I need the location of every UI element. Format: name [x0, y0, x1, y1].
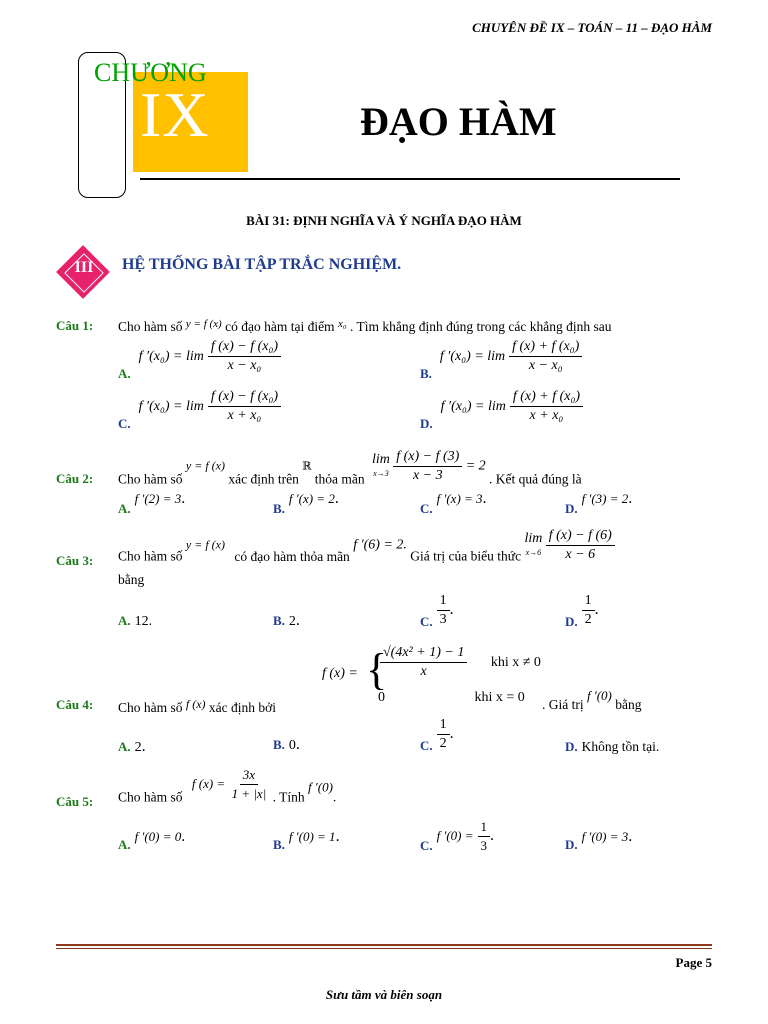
question-4-case-2: 0 khi x = 0	[378, 690, 525, 705]
chapter-title: ĐẠO HÀM	[360, 99, 557, 144]
question-1-option-c[interactable]: $_{C.}$ f ′(x₀) = lim $\frac{\text{f (x) − f (x₀)}}{\text{x + x₀}}$	[118, 388, 281, 425]
question-5-option-c[interactable]: $_{C.}$ f ′(0) = $\frac{1}{3}$ .	[420, 819, 495, 854]
question-4-case-1: $\frac{\text{√(4x² + 1) − 1}}{x}$ khi x ≠ 0	[380, 644, 541, 681]
question-4-stem-end: . Giá trị f ′(0) bằng	[542, 688, 642, 712]
question-5-label: Câu 5:	[56, 794, 94, 809]
question-4-label: Câu 4:	[56, 697, 94, 712]
question-3-option-c[interactable]: $_{C.}$ $\frac{1}{3}$ .	[420, 593, 454, 630]
page-number: Page 5	[675, 955, 712, 970]
question-1-option-b[interactable]: $_{B.}$ f ′(x₀) = lim $\frac{\text{f (x) + f (x₀)}}{\text{x − x₀}}$	[420, 338, 582, 375]
footer-rule-thin	[56, 948, 712, 949]
question-5-stem: Cho hàm số f (x) = $\frac{3x}{1 + |x|}$ . Tính f ′(0).	[118, 767, 337, 805]
chapter-word: CHƯƠNG	[94, 58, 207, 87]
chapter-number: IX	[140, 79, 210, 150]
question-1-label: Câu 1:	[56, 318, 94, 333]
question-4-stem: Cho hàm số f (x) xác định bởi	[118, 697, 277, 715]
question-4-option-b[interactable]: B. 0.	[273, 736, 300, 753]
question-2-stem: Cho hàm số y = f (x) xác định trên ℝ thỏa mãn lim x→3 $\frac{f (x) - f (3)}{x - 3}$ = 2 . Kết quả đúng là	[118, 449, 582, 487]
question-3-option-a[interactable]: A. 12.	[118, 613, 153, 629]
question-2-option-b[interactable]: $_{B.}$ f ′(x) = 2.	[273, 490, 339, 516]
question-4-fx: f (x) =	[322, 666, 358, 681]
footer-rule	[56, 944, 712, 946]
question-3-option-d[interactable]: $_{D.}$ $\frac{1}{2}$ .	[565, 593, 599, 630]
question-3-label: Câu 3:	[56, 553, 94, 568]
question-4-option-c[interactable]: $_{C.}$ $\frac{1}{2}$ .	[420, 717, 454, 754]
question-4-option-a[interactable]: A. 2.	[118, 738, 146, 755]
question-3-stem-end: bằng	[118, 572, 145, 587]
question-2-option-d[interactable]: $_{D.}$ f ′(3) = 2.	[565, 490, 633, 516]
question-2-label: Câu 2:	[56, 471, 94, 486]
question-4-brace: {	[366, 645, 388, 694]
section-number: III	[74, 259, 94, 276]
question-2-option-a[interactable]: $_{A.}$ f ′(2) = 3.	[118, 490, 186, 516]
running-header: CHUYÊN ĐỀ IX – TOÁN – 11 – ĐẠO HÀM	[472, 20, 712, 35]
question-5-option-a[interactable]: $_{A.}$ f ′(0) = 0.	[118, 828, 186, 852]
title-divider	[140, 178, 680, 180]
lesson-title: BÀI 31: ĐỊNH NGHĨA VÀ Ý NGHĨA ĐẠO HÀM	[246, 213, 522, 228]
question-1-option-a[interactable]: $_{A.}$ f ′(x₀) = lim $\frac{\text{f (x) − f (x₀)}}{\text{x − x₀}}$	[118, 338, 281, 375]
question-5-option-d[interactable]: $_{D.}$ f ′(0) = 3.	[565, 828, 633, 852]
section-title: HỆ THỐNG BÀI TẬP TRẮC NGHIỆM.	[122, 256, 402, 273]
question-4-option-d[interactable]: D. Không tồn tại.	[565, 739, 660, 754]
question-1-option-d[interactable]: $_{D.}$ f ′(x₀) = lim $\frac{\text{f (x) + f (x₀)}}{\text{x + x₀}}$	[420, 388, 583, 425]
question-5-option-b[interactable]: $_{B.}$ f ′(0) = 1.	[273, 828, 340, 852]
question-1-stem: Cho hàm số $^{y = f (x)}$ có đạo hàm tại điểm $^{x_0}$ . Tìm khẳng định đúng trong các khẳng định sau	[118, 318, 612, 334]
footer-credit: Sưu tầm và biên soạn	[325, 987, 443, 1002]
question-3-option-b[interactable]: B. 2.	[273, 612, 300, 629]
question-2-option-c[interactable]: $_{C.}$ f ′(x) = 3.	[420, 490, 487, 516]
question-3-stem: Cho hàm số y = f (x) có đạo hàm thỏa mãn f ′(6) = 2. Giá trị của biểu thức lim x→6 $\frac{f (x) - f (6)}{x - 6}$	[118, 527, 718, 565]
